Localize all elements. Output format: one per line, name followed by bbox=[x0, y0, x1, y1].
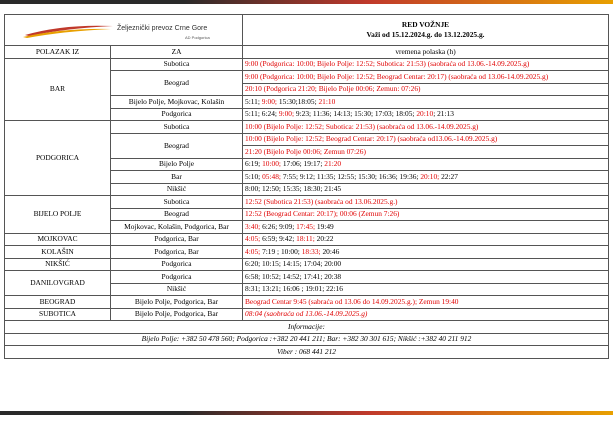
destination: Podgorica, Bar bbox=[111, 233, 243, 246]
departure-times bbox=[243, 158, 609, 171]
departure-times bbox=[243, 96, 609, 109]
header-row bbox=[5, 15, 609, 46]
station-beograd: BEOGRAD bbox=[5, 296, 111, 309]
info-contacts: Bijelo Polje: +382 50 478 560; Podgorica :+382 20 441 211; Bar: +382 30 301 615; Nikšić :+382 40 211 912 bbox=[5, 333, 609, 346]
station-bar: BAR bbox=[5, 58, 111, 121]
departure-times bbox=[243, 221, 609, 234]
info-row bbox=[5, 346, 609, 359]
time-seasonal: Beograd Centar 9:45 (sabraća od 13.06 do 14.09.2025.g.); bbox=[245, 296, 417, 306]
departure-times bbox=[243, 108, 609, 121]
destination: Bijelo Polje, Podgorica, Bar bbox=[111, 296, 243, 309]
bottom-color-stripe bbox=[0, 411, 613, 415]
destination: Subotica bbox=[111, 58, 243, 71]
col-header-to: ZA bbox=[111, 46, 243, 59]
departure-times bbox=[243, 296, 609, 309]
departure-times: 12:52 (Subotica 21:53) (saobraća od 13.06.2025.g.) bbox=[243, 196, 609, 209]
destination: Beograd bbox=[111, 133, 243, 158]
destination: Subotica bbox=[111, 196, 243, 209]
station-subotica: SUBOTICA bbox=[5, 308, 111, 321]
destination: Beograd bbox=[111, 208, 243, 221]
table-row bbox=[5, 58, 609, 71]
table-row bbox=[5, 246, 609, 259]
destination: Subotica bbox=[111, 121, 243, 134]
time-seasonal: 21:10 bbox=[318, 96, 336, 106]
departure-times: 10:00 (Bijelo Polje: 12:52; Subotica: 21:53) (saobraća od 13.06.-14.09.2025.g) bbox=[243, 121, 609, 134]
time-seasonal: 4:05; bbox=[245, 246, 261, 256]
time: 15:30;18:05; bbox=[278, 96, 317, 106]
destination: Podgorica, Bar bbox=[111, 246, 243, 259]
destination: Bijelo Polje bbox=[111, 158, 243, 171]
destination: Podgorica bbox=[111, 108, 243, 121]
table-row bbox=[5, 121, 609, 134]
destination: Podgorica bbox=[111, 258, 243, 271]
time-seasonal: Zemun 19:40 bbox=[418, 296, 459, 306]
departure-times bbox=[243, 171, 609, 184]
time: 6:59; 9:42; bbox=[262, 234, 295, 244]
table-row bbox=[5, 296, 609, 309]
time-seasonal: 21:20 bbox=[324, 159, 342, 169]
departure-times: 6:58; 10:52; 14:52; 17:41; 20:38 bbox=[243, 271, 609, 284]
destination: Nikšić bbox=[111, 283, 243, 296]
railway-logo bbox=[7, 15, 240, 45]
logo-subtext: AD Podgorica bbox=[185, 35, 210, 40]
departure-times: 08:04 (saobraća od 13.06.-14.09.2025.g) bbox=[243, 308, 609, 321]
station-niksic: NIKŠIĆ bbox=[5, 258, 111, 271]
time: 5:10; bbox=[245, 171, 261, 181]
timetable bbox=[4, 14, 609, 359]
destination: Mojkovac, Kolašin, Podgorica, Bar bbox=[111, 221, 243, 234]
logo-cell bbox=[5, 15, 243, 46]
info-title: Informacije: bbox=[5, 321, 609, 334]
time: 17:06; 19:17; bbox=[282, 159, 323, 169]
time-seasonal: 20:10 bbox=[416, 109, 434, 119]
time-seasonal: 4:05; bbox=[245, 234, 261, 244]
time-seasonal: 17:45; bbox=[296, 221, 316, 231]
rail-swoosh-icon bbox=[23, 22, 115, 38]
destination: Podgorica bbox=[111, 271, 243, 284]
destination: Nikšić bbox=[111, 183, 243, 196]
top-color-stripe bbox=[0, 0, 613, 4]
destination: Bijelo Polje, Podgorica, Bar bbox=[111, 308, 243, 321]
info-row bbox=[5, 321, 609, 334]
departure-times: 12:52 (Beograd Centar: 20:17); 00:06 (Zemun 7:26) bbox=[243, 208, 609, 221]
departure-times: 20:10 (Podgorica 21:20; Bijelo Polje 00:06; Zemun: 07:26) bbox=[243, 83, 609, 96]
time: 6:19; bbox=[245, 159, 261, 169]
time-seasonal: 9:00; bbox=[261, 96, 277, 106]
station-mojkovac: MOJKOVAC bbox=[5, 233, 111, 246]
departure-times: 9:00 (Podgorica: 10:00; Bijelo Polje: 12:52; Subotica: 21:53) (saobraća od 13.06.-14.09.2025.g) bbox=[243, 58, 609, 71]
departure-times: 9:00 (Podgorica: 10:00; Bijelo Polje: 12:52; Beograd Centar: 20:17) (saobraća od 13.06-14.09.2025.g) bbox=[243, 71, 609, 84]
departure-times: 6:20; 10:15; 14:15; 17:04; 20:00 bbox=[243, 258, 609, 271]
station-kolasin: KOLAŠIN bbox=[5, 246, 111, 259]
time: 22:27 bbox=[441, 171, 458, 181]
time: ; 21:13 bbox=[433, 109, 454, 119]
time: 20:46 bbox=[322, 246, 340, 256]
time-seasonal: 3:40; bbox=[245, 221, 261, 231]
validity-text: Važi od 15.12.2024.g. do 13.12.2025.g. bbox=[366, 30, 485, 39]
time: 20:22 bbox=[316, 234, 334, 244]
departure-times: 8:31; 13:21; 16:06 ; 19:01; 22:16 bbox=[243, 283, 609, 296]
column-header-row bbox=[5, 46, 609, 59]
station-podgorica: PODGORICA bbox=[5, 121, 111, 196]
table-row bbox=[5, 308, 609, 321]
time: 5:11; 6:24; bbox=[245, 109, 277, 119]
col-header-from: POLAZAK IZ bbox=[5, 46, 111, 59]
table-row bbox=[5, 258, 609, 271]
time-seasonal: 05:48; bbox=[262, 171, 281, 181]
time-seasonal: 18:11; bbox=[296, 234, 315, 244]
title-cell bbox=[243, 15, 609, 46]
time: 9:23; 11:36; 14:13; 15:30; 17:03; 18:05; bbox=[295, 109, 415, 119]
departure-times: 21:20 (Bijelo Polje 00:06; Zemun 07:26) bbox=[243, 146, 609, 159]
destination: Bar bbox=[111, 171, 243, 184]
col-header-times: vremena polaska (h) bbox=[243, 46, 609, 59]
table-row bbox=[5, 196, 609, 209]
departure-times bbox=[243, 233, 609, 246]
page-title: RED VOŽNJE bbox=[401, 20, 450, 29]
info-row bbox=[5, 333, 609, 346]
table-row bbox=[5, 233, 609, 246]
time: 19:49 bbox=[316, 221, 334, 231]
time-seasonal: 20:10; bbox=[420, 171, 440, 181]
departure-times: 8:00; 12:50; 15:35; 18:30; 21:45 bbox=[243, 183, 609, 196]
time-seasonal: 10:00; bbox=[262, 159, 281, 169]
info-viber: Viber : 068 441 212 bbox=[5, 346, 609, 359]
time: 7:55; 9:12; 11:35; 12:55; 15:30; 16:36; 19:36; bbox=[282, 171, 419, 181]
time-seasonal: 18:33; bbox=[301, 246, 321, 256]
destination: Beograd bbox=[111, 71, 243, 96]
logo-text: Željeznički prevoz Crne Gore bbox=[117, 25, 208, 32]
destination: Bijelo Polje, Mojkovac, Kolašin bbox=[111, 96, 243, 109]
station-danilovgrad: DANILOVGRAD bbox=[5, 271, 111, 296]
time: 7:19 ; 10:00; bbox=[262, 246, 300, 256]
time: 6:26; 9:09; bbox=[262, 221, 295, 231]
time-seasonal: 9:00; bbox=[278, 109, 295, 119]
departure-times bbox=[243, 246, 609, 259]
table-row bbox=[5, 271, 609, 284]
time: 5:11; bbox=[245, 96, 260, 106]
station-bijelo-polje: BIJELO POLJE bbox=[5, 196, 111, 234]
departure-times: 10:00 (Bijelo Polje: 12:52; Beograd Centar: 20:17) (saobraća od13.06.-14.09.2025.g) bbox=[243, 133, 609, 146]
